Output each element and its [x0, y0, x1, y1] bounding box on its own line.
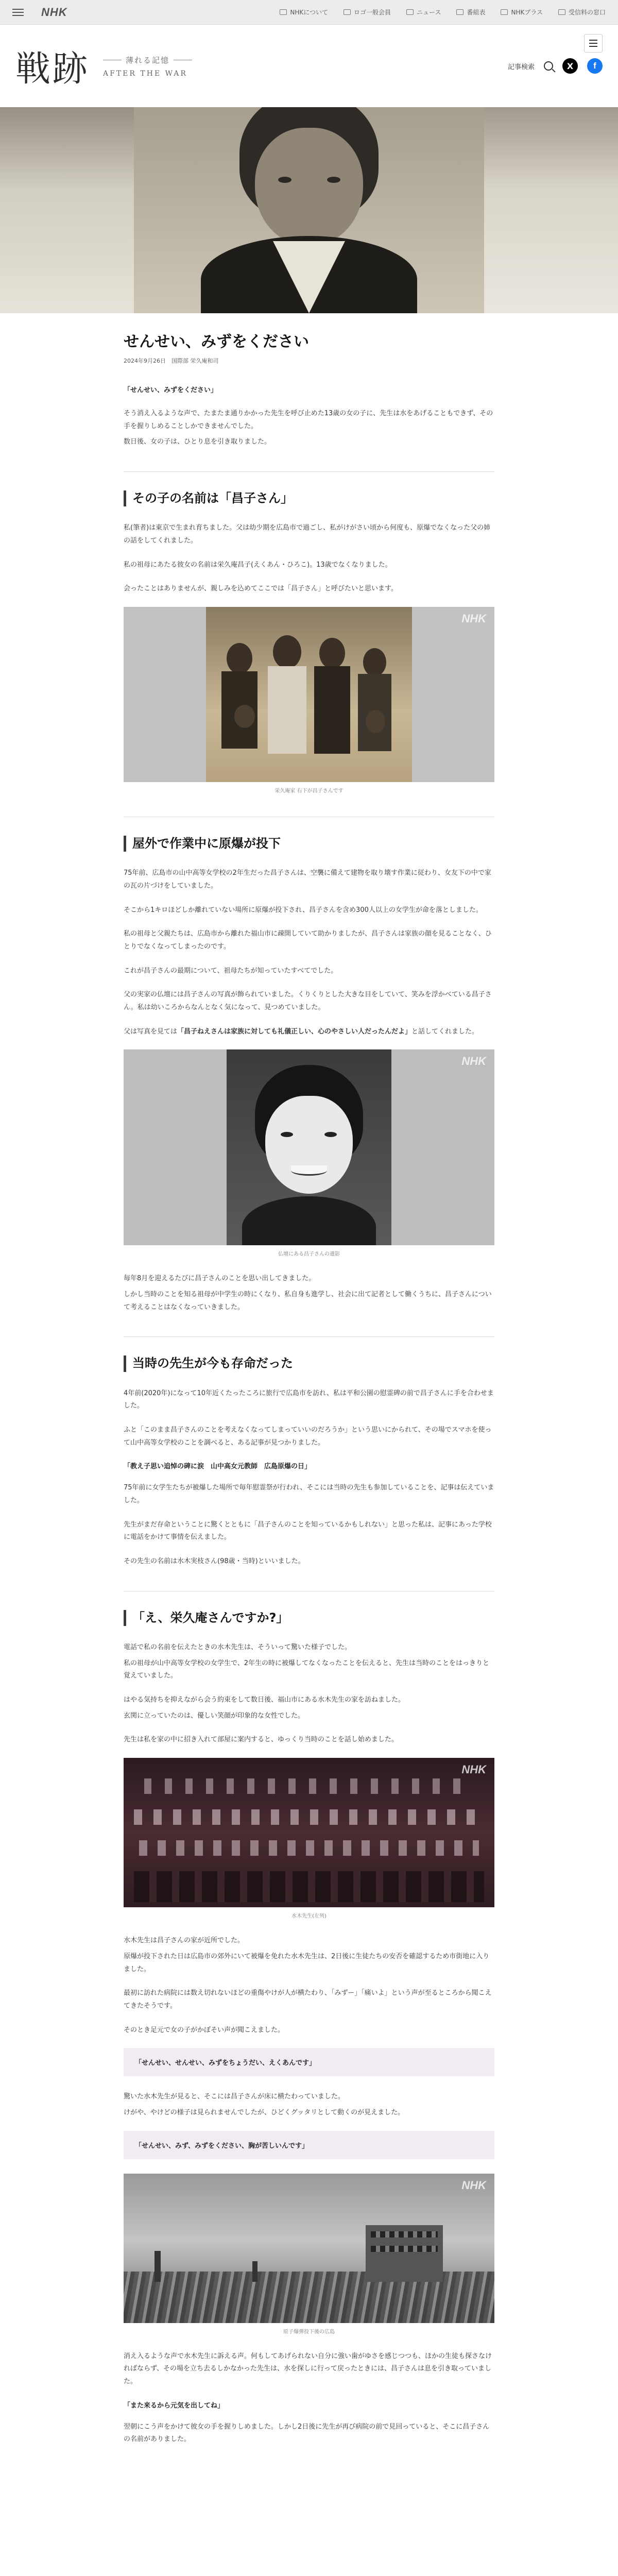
paragraph: そのとき足元で女の子がかぼそい声が聞こえました。: [124, 2026, 285, 2034]
global-links: [280, 8, 606, 16]
divider: [124, 471, 494, 472]
search-icon[interactable]: [544, 61, 553, 71]
section-heading: その子の名前は「昌子さん」: [124, 490, 494, 506]
paragraph: しかし当時のことを知る祖母が中学生の時にくなり、私自身も進学し、社会に出て記者として働くうちに、昌子さんについて考えることはなくなっていきました。: [124, 1291, 492, 1311]
paragraph: ふと「このまま昌子さんのことを考えなくなってしまっていいのだろうか」という思いにかられて、その場でスマホを使って山中高等女学校のことを調べると、ある記事が見つかりました。: [124, 1426, 492, 1447]
group-photo: [124, 1758, 494, 1907]
paragraph: 私の祖母が山中高等女学校の女学生で、2年生の時に被爆してなくなったことを伝えると、先生は当時のことをはっきりと覚えていました。: [124, 1659, 490, 1680]
hero-image: [0, 107, 618, 313]
article-title: せんせい、みずをください: [124, 333, 309, 351]
paragraph: 私の祖母にあたる彼女の名前は栄久庵昌子(えくあん・ひろこ)。13歳でなくなりました。: [124, 561, 392, 569]
hero-side-left: [0, 107, 134, 313]
family-photo-figure: [124, 607, 494, 794]
portrait-photo-figure: [124, 1049, 494, 1257]
hero-portrait: [134, 107, 484, 313]
quote-box: 「せんせい、みず、みずをください、胸が苦しいんです」: [124, 2131, 494, 2159]
paragraph: そこから1キロほどしか離れていない場所に原爆が投下され、昌子さんを含め300人以上の女学生が命を落としました。: [124, 906, 483, 914]
nhk-logo[interactable]: NHK: [41, 5, 67, 19]
user-icon: [344, 9, 351, 15]
paragraph: けがや、やけどの様子は見られませんでしたが、ひどくグッタリとして動くのが見えました。: [124, 2108, 405, 2116]
yen-icon: [558, 9, 565, 15]
paragraph: 父の実家の仏壇には昌子さんの写真が飾られていました。くりくりとした大きな目をしていて、笑みを浮かべている昌子さん。私は幼いころからなんとなく気になって、見つめていました。: [124, 991, 492, 1011]
paragraph: 75年前、広島市の山中高等女学校の2年生だった昌子さんは、空襲に備えて建物を取り壊す作業に従わり、女友下の中で家の瓦の片づけをしていました。: [124, 869, 491, 890]
nhk-watermark: NHK: [461, 612, 486, 625]
menu-icon[interactable]: [12, 9, 24, 16]
figure-caption: 水木先生(左列): [291, 1913, 327, 1920]
news-headline: 「教え子思い追悼の碑に涙 山中高女元教師 広島原爆の日」: [124, 1463, 312, 1471]
paragraph: 電話で私の名前を伝えたときの水木先生は、そういって驚いた様子でした。: [124, 1643, 352, 1651]
family-photo: [124, 607, 494, 782]
paragraph: 原爆が投下された日は広島市の郊外にいて被爆を免れた水木先生は、2日後に生徒たちの安否を確認するため市街地に入りました。: [124, 1952, 490, 1973]
figure-caption: 原子爆弾投下後の広島: [283, 2329, 335, 2335]
portrait-photo: [124, 1049, 494, 1245]
hiroshima-photo: [124, 2174, 494, 2323]
quote-box: 「せんせい、せんせい、みずをちょうだい、えくあんです」: [124, 2048, 494, 2076]
paragraph: 数日後、女の子は、ひとり息を引き取りました。: [124, 438, 271, 446]
paragraph: 4年前(2020年)になって10年近くたったころに旅行で広島市を訪れ、私は平和公園の慰霊碑の前で昌子さんに手を合わせました。: [124, 1389, 494, 1410]
site-menu-button[interactable]: [584, 34, 603, 53]
tv-icon: [280, 9, 287, 15]
section-heading: 屋外で作業中に原爆が投下: [124, 836, 494, 852]
link-news[interactable]: ニュース: [406, 8, 441, 16]
paragraph: 毎年8月を迎えるたびに昌子さんのことを思い出してきました。: [124, 1275, 316, 1283]
site-title[interactable]: 戦跡: [15, 48, 90, 90]
header-tools: [508, 58, 603, 74]
bold-quote: 「また来るから元気を出してね」: [124, 2401, 225, 2410]
hiroshima-photo-figure: [124, 2174, 494, 2335]
site-header: [0, 25, 618, 107]
group-photo-figure: [124, 1758, 494, 1919]
article: [124, 313, 494, 2446]
paragraph: はやる気持ちを抑えながら会う約束をして数日後、福山市にある水木先生の家を訪ねました。: [124, 1696, 405, 1704]
paragraph: 水木先生は昌子さんの家が近所でした。: [124, 1937, 245, 1945]
article-lead: 「せんせい、みずをください」: [124, 386, 218, 394]
nhk-watermark: NHK: [461, 2178, 486, 2192]
nhk-global-bar: [0, 0, 618, 25]
paragraph-highlight: 父は写真を見ては「昌子ねえさんは家族に対しても礼儀正しい、心のやさしい人だったんだよ」と話してくれました。: [124, 1027, 479, 1036]
nhk-watermark: NHK: [461, 1763, 486, 1776]
site-subtitle: 薄れる記憶 AFTER THE WAR: [103, 55, 192, 78]
link-about[interactable]: NHKについて: [280, 8, 328, 16]
paragraph: 私の祖母と父親たちは、広島市から離れた福山市に疎開していて助かりましたが、昌子さんは家族の顔を見ることなく、ひとりでなくなってしまったのです。: [124, 930, 492, 951]
hero-side-right: [484, 107, 618, 313]
paragraph: 驚いた水木先生が見ると、そこには昌子さんが床に横たわっていました。: [124, 2093, 345, 2101]
paragraph: 最初に訪れた病院には数え切れないほどの重傷やけが人が横たわり、「みずー」「痛いよ」という声が至るところから聞こえてきたそうです。: [124, 1989, 492, 2010]
paragraph: 玄関に立っていたのは、優しい笑顔が印象的な女性でした。: [124, 1711, 305, 1720]
link-plus[interactable]: NHKプラス: [501, 8, 543, 16]
x-share-icon[interactable]: X: [562, 58, 578, 74]
paragraph: 消え入るような声で水木先生に訴える声。何もしてあげられない自分に強い歯がゆさを感じつつも、ほかの生徒も探さなければならず、その場を立ち去るしかなかった先生は、水を探しに行って戻ったときには、昌子さんは息を引き取っていました。: [124, 2352, 492, 2385]
paragraph: その先生の名前は水木実枝さん(98歳・当時)といいました。: [124, 1557, 305, 1566]
paragraph: 翌朝にこう声をかけて彼女の手を握りしめました。しかし2日後に先生が再び病院の前で見回っていると、そこに昌子さんの名前がありました。: [124, 2422, 490, 2444]
article-search-link[interactable]: 記事検索: [507, 63, 535, 71]
paragraph: これが昌子さんの最期について、祖母たちが知っていたすべてでした。: [124, 967, 338, 975]
link-schedule[interactable]: 番組表: [456, 8, 485, 16]
paragraph: 先生がまだ存命ということに驚くとともに「昌子さんのことを知っているかもしれない」と思った私は、記事にあった学校に電話をかけて事情を伝えました。: [124, 1520, 492, 1541]
paragraph: 75年前に女学生たちが被爆した場所で毎年慰霊祭が行われ、そこには当時の先生も参加していることを、記事は伝えていました。: [124, 1484, 494, 1505]
section-heading: 「え、栄久庵さんですか?」: [124, 1610, 494, 1626]
play-icon: [501, 9, 508, 15]
nhk-watermark: NHK: [461, 1055, 486, 1068]
link-fee[interactable]: 受信料の窓口: [558, 8, 606, 16]
facebook-share-icon[interactable]: f: [587, 58, 603, 74]
article-meta: 2024年9月26日 国際部 栄久庵和司: [124, 358, 219, 364]
link-member[interactable]: ロゴ一般会員: [344, 8, 391, 16]
paragraph: 会ったことはありませんが、親しみを込めてここでは「昌子さん」と呼びたいと思います。: [124, 585, 398, 593]
paragraph: 私(筆者)は東京で生まれ育ちました。父は幼少期を広島市で過ごし、私がけがさい頃から何度も、原爆でなくなった父の姉の話をしてくれました。: [124, 524, 491, 545]
schedule-icon: [456, 9, 464, 15]
figure-caption: 仏壇にある昌子さんの遺影: [278, 1251, 340, 1258]
paragraph: 先生は私を家の中に招き入れて部屋に案内すると、ゆっくり当時のことを話し始めました。: [124, 1736, 398, 1744]
section-heading: 当時の先生が今も存命だった: [124, 1355, 494, 1371]
figure-caption: 栄久庵家 右下が昌子さんです: [274, 788, 344, 794]
news-icon: [406, 9, 414, 15]
paragraph: そう消え入るような声で、たまたま通りかかった先生を呼び止めた13歳の女の子に、先生は水をあげることもできず、その手を握りしめることしかできませんでした。: [124, 410, 493, 430]
divider: [124, 1336, 494, 1337]
